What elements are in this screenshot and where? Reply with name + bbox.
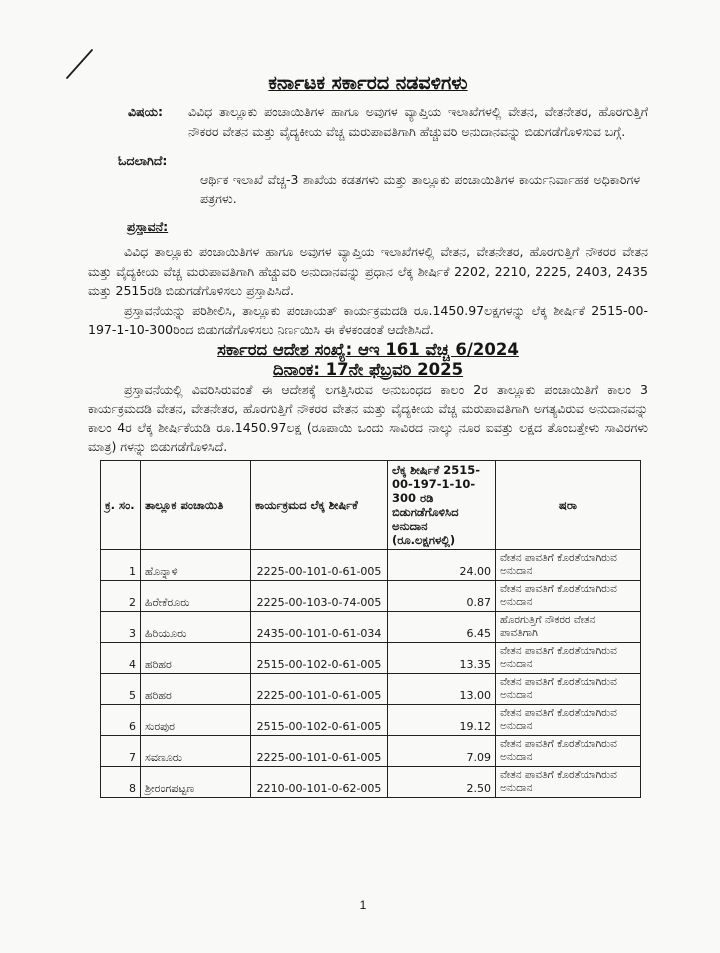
header-released-grant: ಲೆಕ್ಕ ಶೀರ್ಷಿಕೆ 2515-00-197-1-10-300 ರಡಿ ಬಿಡುಗಡೆಗೊಳಿಸಿದ ಅನುದಾನ (ರೂ.ಲಕ್ಷಗಳಲ್ಲಿ) — [388, 460, 496, 549]
header-remarks: ಷರಾ — [496, 460, 641, 549]
header-taluk-panchayat: ತಾಲ್ಲೂಕ ಪಂಚಾಯಿತಿ — [141, 460, 251, 549]
cell-serial-number: 7 — [101, 735, 141, 766]
table-row — [101, 580, 641, 611]
cell-serial-number: 2 — [101, 580, 141, 611]
cell-serial-number: 6 — [101, 704, 141, 735]
annexure-table — [100, 460, 641, 798]
subject-text: ವಿವಿಧ ತಾಲ್ಲೂಕು ಪಂಚಾಯಿತಿಗಳ ಹಾಗೂ ಅವುಗಳ ವ್ಯಾಪ್ತಿಯ ಇಲಾಖೆಗಳಲ್ಲಿ ವೇತನ, ವೇತನೇತರ, ಹೊರಗುತ್ತಿಗೆ ನೌಕರರ ವೇತನ ಮತ್ತು ವೈದ್ಯಕೀಯ ವೆಚ್ಚ ಮರುಪಾವತಿಗಾಗಿ ಹೆಚ್ಚುವರಿ ಅನುದಾನವನ್ನು ಬಿಡುಗಡೆಗೊಳಿಸುವ ಬಗ್ಗೆ. — [188, 104, 648, 139]
read-label: ಓದಲಾಗಿದೆ: — [118, 153, 168, 168]
header-program-head: ಕಾರ್ಯಕ್ರಮದ ಲೆಕ್ಕ ಶೀರ್ಷಿಕೆ — [251, 460, 388, 549]
cell-remarks: ಹೊರಗುತ್ತಿಗೆ ನೌಕರರ ವೇತನ ಪಾವತಿಗಾಗಿ — [496, 611, 641, 642]
table-row — [101, 673, 641, 704]
cell-taluk: ಸುರಪುರ — [141, 704, 251, 735]
cell-taluk: ಹರಿಹರ — [141, 642, 251, 673]
table-header-row — [101, 460, 641, 549]
preamble-paragraph: ವಿವಿಧ ತಾಲ್ಲೂಕು ಪಂಚಾಯಿತಿಗಳ ಹಾಗೂ ಅವುಗಳ ವ್ಯಾಪ್ತಿಯ ಇಲಾಖೆಗಳಲ್ಲಿ ವೇತನ, ವೇತನೇತರ, ಹೊರಗುತ್ತಿಗೆ ನೌಕರರ ವೇತನ ಮತ್ತು ವೈದ್ಯಕೀಯ ವೆಚ್ಚ ಮರುಪಾವತಿಗಾಗಿ ಹೆಚ್ಚುವರಿ ಅನುದಾನವನ್ನು ಪ್ರಧಾನ ಲೆಕ್ಕ ಶೀರ್ಷಿಕೆ 2202, 2210, 2225, 2403, 2435 ಮತ್ತು 2515ರಡಿ ಬಿಡುಗಡೆಗೊಳಿಸಲು ಪ್ರಸ್ತಾಪಿಸಿದೆ. — [88, 244, 648, 298]
cell-taluk: ಸವಣೂರು — [141, 735, 251, 766]
cell-remarks: ವೇತನ ಪಾವತಿಗೆ ಕೊರತೆಯಾಗಿರುವ ಅನುದಾನ — [496, 735, 641, 766]
header-serial-number: ಕ್ರ. ಸಂ. — [101, 460, 141, 549]
cell-remarks: ವೇತನ ಪಾವತಿಗೆ ಕೊರತೆಯಾಗಿರುವ ಅನುದಾನ — [496, 673, 641, 704]
cell-serial-number: 1 — [101, 549, 141, 580]
cell-program-head: 2210-00-101-0-62-005 — [251, 766, 388, 797]
table-row — [101, 549, 641, 580]
subject-section — [88, 102, 648, 142]
cell-amount: 7.09 — [388, 735, 496, 766]
cell-amount: 24.00 — [388, 549, 496, 580]
cell-taluk: ಶ್ರೀರಂಗಪಟ್ಟಣ — [141, 766, 251, 797]
order-number-heading: ಸರ್ಕಾರದ ಆದೇಶ ಸಂಖ್ಯೆ: ಆಇ 161 ವೆಚ್ಚ 6/2024 — [217, 339, 519, 359]
cell-amount: 19.12 — [388, 704, 496, 735]
table-row — [101, 704, 641, 735]
table-row — [101, 611, 641, 642]
cell-taluk: ಹೊನ್ನಾಳಿ — [141, 549, 251, 580]
table-row — [101, 735, 641, 766]
cell-serial-number: 8 — [101, 766, 141, 797]
table-row — [101, 642, 641, 673]
cell-serial-number: 5 — [101, 673, 141, 704]
cell-program-head: 2515-00-102-0-61-005 — [251, 704, 388, 735]
cell-amount: 13.00 — [388, 673, 496, 704]
cell-program-head: 2225-00-103-0-74-005 — [251, 580, 388, 611]
cell-amount: 0.87 — [388, 580, 496, 611]
cell-remarks: ವೇತನ ಪಾವತಿಗೆ ಕೊರತೆಯಾಗಿರುವ ಅನುದಾನ — [496, 704, 641, 735]
preamble-heading: ಪ್ರಸ್ತಾವನೆ: — [127, 219, 169, 234]
cell-remarks: ವೇತನ ಪಾವತಿಗೆ ಕೊರತೆಯಾಗಿರುವ ಅನುದಾನ — [496, 580, 641, 611]
preamble-paragraph: ಪ್ರಸ್ತಾವನೆಯನ್ನು ಪರಿಶೀಲಿಸಿ, ತಾಲ್ಲೂಕು ಪಂಚಾಯತ್ ಕಾರ್ಯಕ್ರಮದಡಿ ರೂ.1450.97ಲಕ್ಷಗಳನ್ನು ಲೆಕ್ಕ ಶೀರ್ಷಿಕೆ 2515-00-197-1-10-300ರಿಂದ ಬಿಡುಗಡೆಗೊಳಿಸಲು ನಿರ್ಣಯಿಸಿ ಈ ಕೆಳಕಂಡಂತೆ ಆದೇಶಿಸಿದೆ. — [88, 302, 648, 337]
cell-program-head: 2225-00-101-0-61-005 — [251, 735, 388, 766]
subject-label: ವಿಷಯ: — [128, 104, 163, 119]
cell-program-head: 2225-00-101-0-61-005 — [251, 673, 388, 704]
order-date-heading: ದಿನಾಂಕ: 17ನೇ ಫೆಬ್ರವರಿ 2025 — [272, 359, 464, 379]
cell-taluk: ಹಿರೇಕೆರೂರು — [141, 580, 251, 611]
cell-remarks: ವೇತನ ಪಾವತಿಗೆ ಕೊರತೆಯಾಗಿರುವ ಅನುದಾನ — [496, 549, 641, 580]
table-row — [101, 766, 641, 797]
cell-program-head: 2225-00-101-0-61-005 — [251, 549, 388, 580]
cell-serial-number: 3 — [101, 611, 141, 642]
read-section — [88, 152, 648, 208]
document-title: ಕರ್ನಾಟಕ ಸರ್ಕಾರದ ನಡವಳಿಗಳು — [268, 72, 468, 94]
cell-taluk: ಹರಿಹರ — [141, 673, 251, 704]
cell-remarks: ವೇತನ ಪಾವತಿಗೆ ಕೊರತೆಯಾಗಿರುವ ಅನುದಾನ — [496, 766, 641, 797]
cell-program-head: 2515-00-102-0-61-005 — [251, 642, 388, 673]
cell-program-head: 2435-00-101-0-61-034 — [251, 611, 388, 642]
cell-remarks: ವೇತನ ಪಾವತಿಗೆ ಕೊರತೆಯಾಗಿರುವ ಅನುದಾನ — [496, 642, 641, 673]
page-number: 1 — [359, 898, 367, 912]
cell-amount: 6.45 — [388, 611, 496, 642]
document-body — [88, 0, 648, 798]
cell-amount: 13.35 — [388, 642, 496, 673]
cell-taluk: ಹಿರಿಯೂರು — [141, 611, 251, 642]
cell-serial-number: 4 — [101, 642, 141, 673]
cell-amount: 2.50 — [388, 766, 496, 797]
order-paragraph: ಪ್ರಸ್ತಾವನೆಯಲ್ಲಿ ವಿವರಿಸಿರುವಂತೆ ಈ ಆದೇಶಕ್ಕೆ ಲಗತ್ತಿಸಿರುವ ಅನುಬಂಧದ ಕಾಲಂ 2ರ ತಾಲ್ಲೂಕು ಪಂಚಾಯಿತಿಗೆ ಕಾಲಂ 3 ಕಾರ್ಯಕ್ರಮದಡಿ ವೇತನ, ವೇತನೇತರ, ಹೊರಗುತ್ತಿಗೆ ನೌಕರರ ವೇತನ ಮತ್ತು ವೈದ್ಯಕೀಯ ವೆಚ್ಚ ಮರುಪಾವತಿಗಾಗಿ ಅಗತ್ಯವಿರುವ ಅನುದಾನವನ್ನು ಕಾಲಂ 4ರ ಲೆಕ್ಕ ಶೀರ್ಷಿಕೆಯಡಿ ರೂ.1450.97ಲಕ್ಷ (ರೂಪಾಯಿ ಒಂದು ಸಾವಿರದ ನಾಲ್ಕು ನೂರ ಐವತ್ತು ಲಕ್ಷದ ತೊಂಬತ್ತೇಳು ಸಾವಿರಗಳು ಮಾತ್ರ) ಗಳನ್ನು ಬಿಡುಗಡೆಗೊಳಿಸಿದೆ. — [88, 381, 648, 454]
read-text: ಆರ್ಥಿಕ ಇಲಾಖೆ ವೆಚ್ಚ-3 ಶಾಖೆಯ ಕಡತಗಳು ಮತ್ತು ತಾಲ್ಲೂಕು ಪಂಚಾಯಿತಿಗಳ ಕಾರ್ಯನಿರ್ವಾಹಕ ಅಧಿಕಾರಿಗಳ ಪತ್ರಗಳು. — [200, 172, 640, 206]
